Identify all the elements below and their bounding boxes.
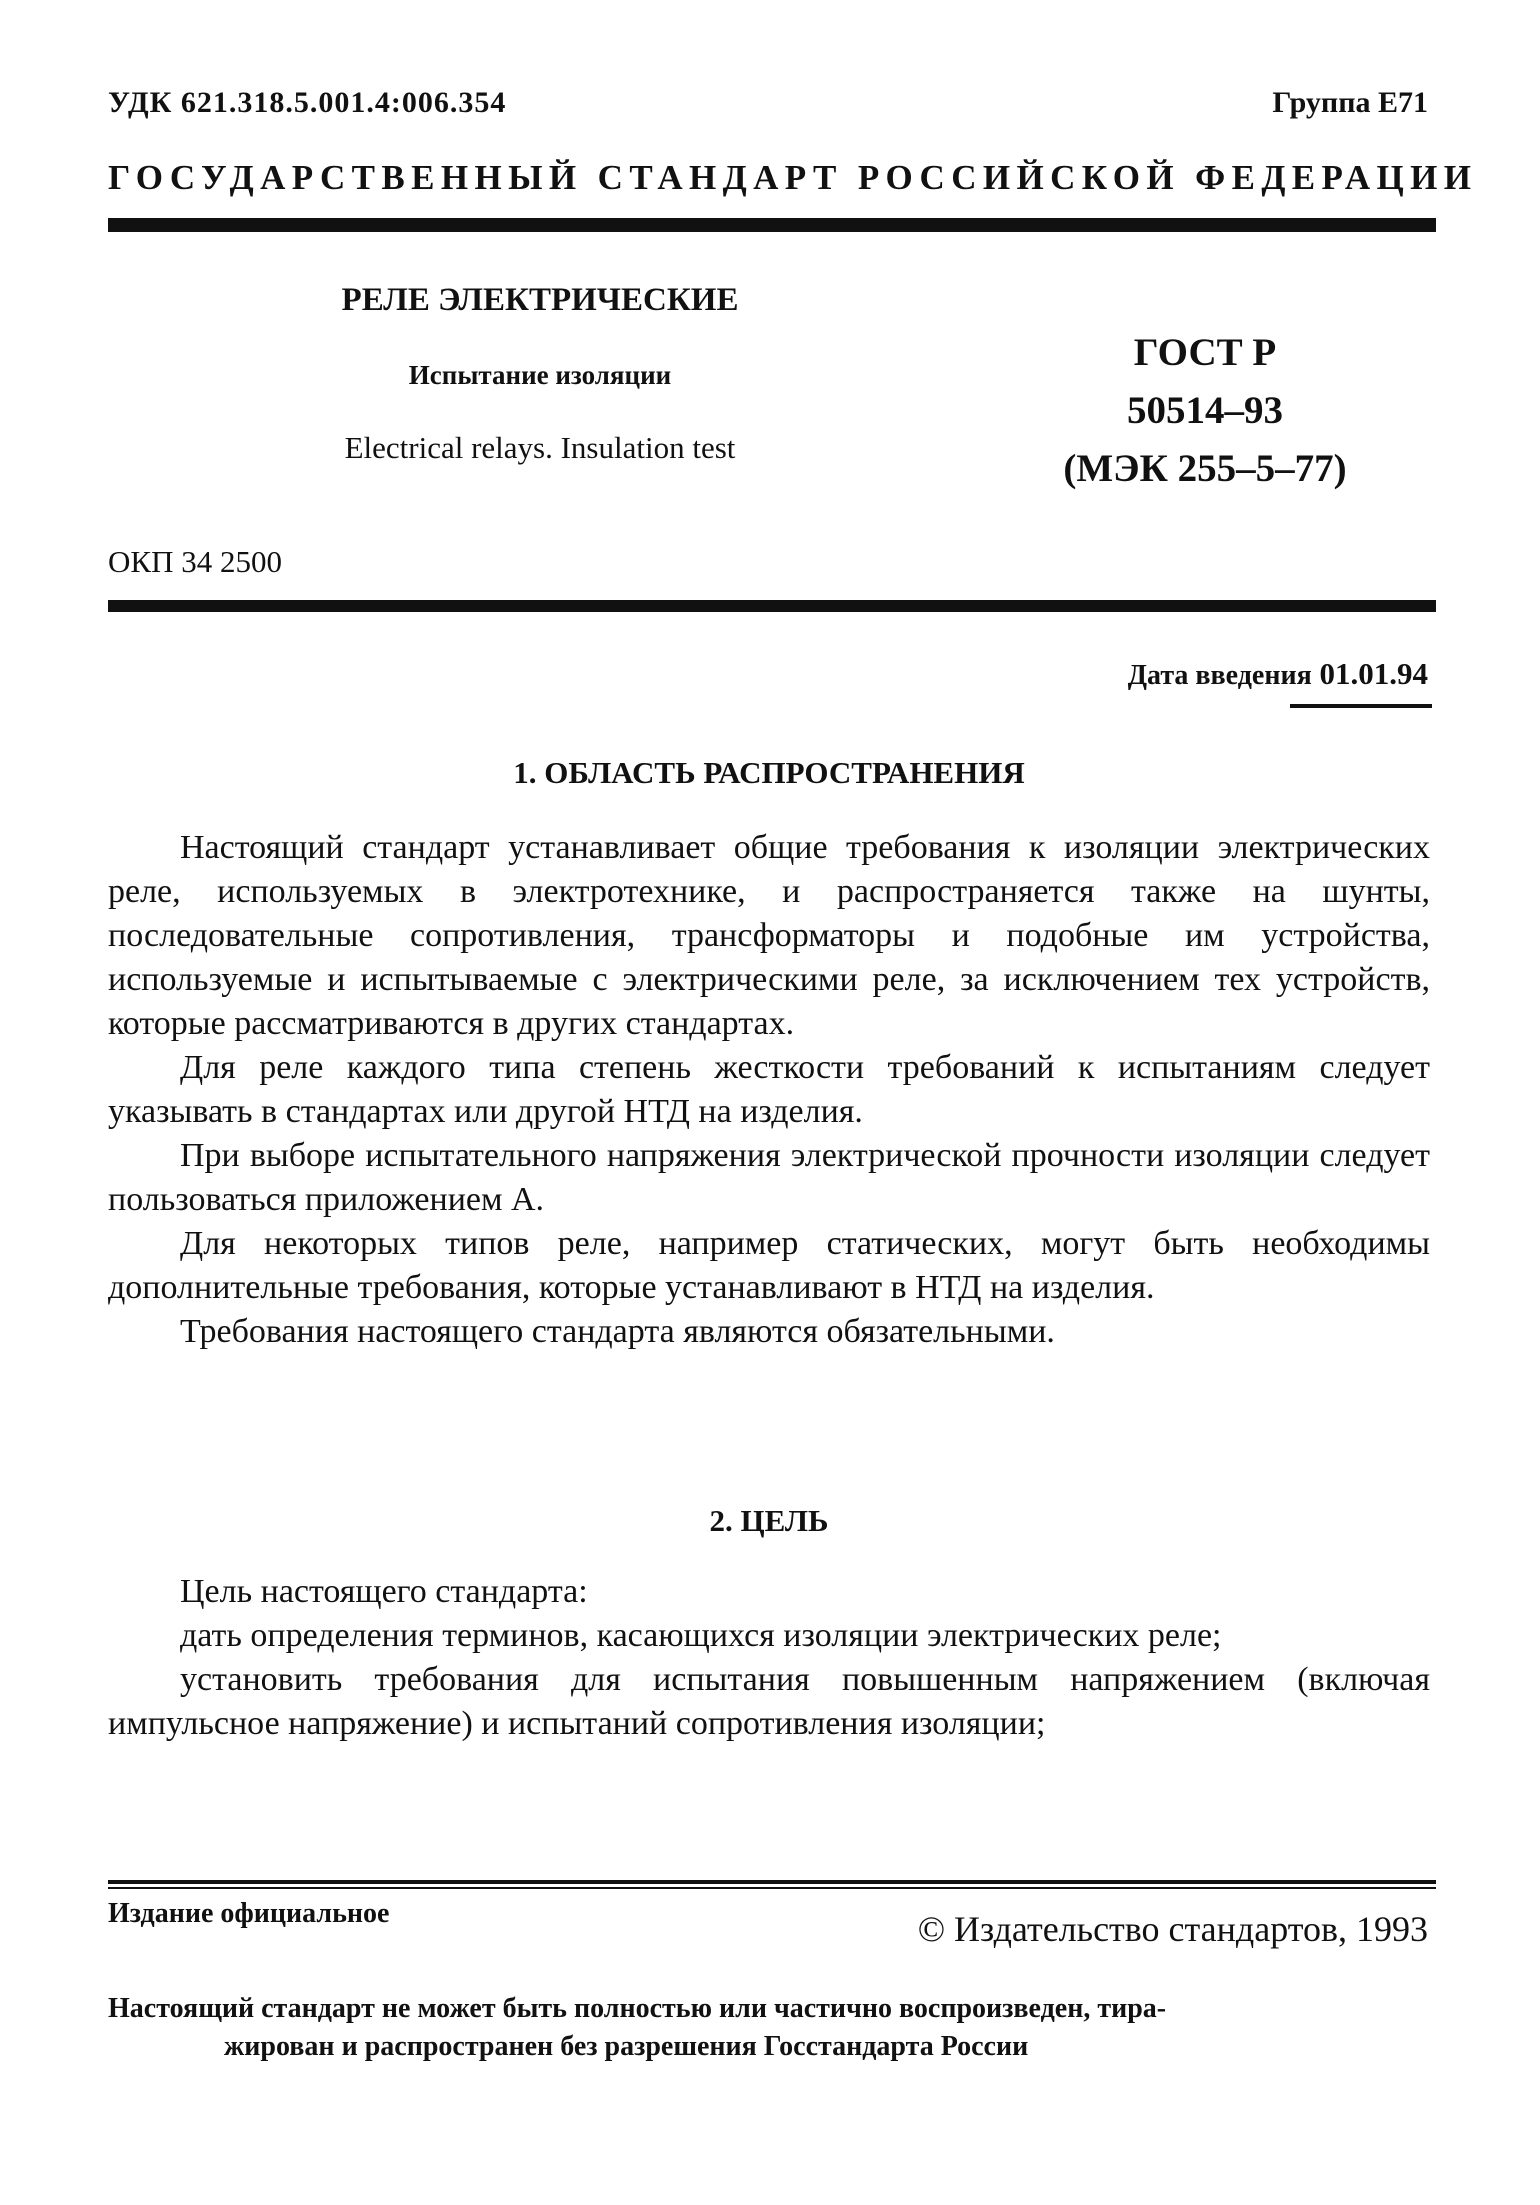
intro-date-value: 01.01.94 — [1319, 656, 1428, 691]
paragraph: Требования настоящего стандарта являются обязательными. — [180, 1313, 1055, 1350]
okp-code: ОКП 34 2500 — [108, 544, 282, 579]
gost-number: 50514–93 — [1127, 389, 1283, 432]
iec-reference: (МЭК 255–5–77) — [1063, 447, 1347, 490]
intro-date-underline — [1290, 704, 1432, 708]
udk-code: УДК 621.318.5.001.4:006.354 — [108, 86, 507, 119]
paragraph: установить требования для испытания повышенным напряжением (включая импульсное напряжение) и испытаний сопротивления изоляции; — [108, 1661, 1430, 1742]
paragraph: Для реле каждого типа степень жесткости требований к испытаниям следует указывать в стандартах или другой НТД на изделия. — [108, 1049, 1430, 1130]
notice-line-2: жирован и распространен без разрешения Госстандарта России — [224, 2031, 1029, 2062]
reproduction-notice — [108, 1990, 1438, 2066]
title-en: Electrical relays. Insulation test — [344, 430, 736, 465]
paragraph: Для некоторых типов реле, например статических, могут быть необходимы дополнительные требования, которые устанавливают в НТД на изделия. — [108, 1225, 1430, 1306]
group-code: Группа Е71 — [1272, 86, 1428, 119]
intro-date — [1128, 656, 1428, 692]
notice-line-1: Настоящий стандарт не может быть полностью или частично воспроизведен, тира- — [108, 1993, 1167, 2024]
paragraph: Настоящий стандарт устанавливает общие требования к изоляции электрических реле, используемых в электротехнике, и распространяется также на шунты, последовательные сопротивления, трансформаторы и подобные им устройства, используемые и испытываемые с электрическими реле, за исключением тех устройств, которые рассматриваются в других стандартах. — [108, 829, 1430, 1042]
footer-rule-thin — [108, 1887, 1436, 1889]
paragraph: При выборе испытательного напряжения электрической прочности изоляции следует пользоваться приложением А. — [108, 1137, 1430, 1218]
header-rule — [108, 218, 1436, 232]
paragraph: Цель настоящего стандарта: — [180, 1573, 588, 1610]
title-block-rule — [108, 600, 1436, 612]
paragraph: дать определения терминов, касающихся изоляции электрических реле; — [180, 1617, 1222, 1654]
section-2-heading: 2. ЦЕЛЬ — [709, 1503, 829, 1538]
copyright: © Издательство стандартов, 1993 — [917, 1909, 1428, 1949]
section-1-heading: 1. ОБЛАСТЬ РАСПРОСТРАНЕНИЯ — [513, 755, 1025, 790]
intro-date-label: Дата введения — [1127, 660, 1312, 691]
footer-rule — [108, 1880, 1436, 1884]
state-standard-title: ГОСУДАРСТВЕННЫЙ СТАНДАРТ РОССИЙСКОЙ ФЕДЕРАЦИИ — [108, 158, 1478, 197]
edition-label: Издание официальное — [108, 1898, 390, 1929]
subtitle-ru: Испытание изоляции — [408, 360, 672, 390]
section-2-body — [108, 1570, 1430, 1746]
gost-designation: ГОСТ Р — [1133, 331, 1277, 374]
section-1-body — [108, 826, 1430, 1354]
title-ru: РЕЛЕ ЭЛЕКТРИЧЕСКИЕ — [341, 282, 739, 318]
